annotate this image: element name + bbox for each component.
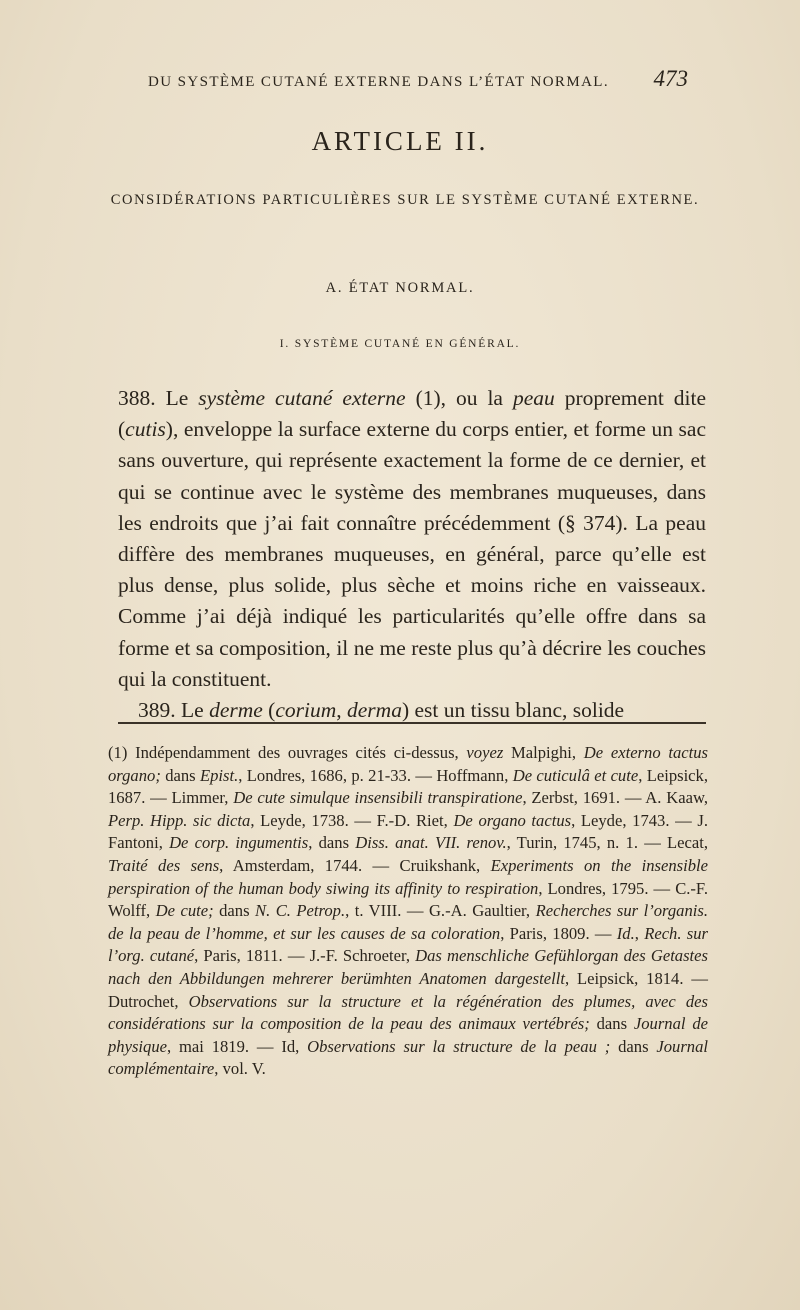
footnote-marker: (1) [108, 743, 128, 762]
italic-term: derma [347, 698, 402, 723]
footnote-italic-run: Traité des sens [108, 855, 220, 875]
footnote-text-run: , Paris, 1811. — J.-F. Schroeter, [194, 946, 416, 966]
italic-term: cutis [125, 417, 166, 442]
footnote-italic-run: Id. [616, 923, 635, 943]
footnote-text-run: , Amsterdam, 1744. — Cruikshank, [219, 855, 491, 875]
subsection-title: A. ÉTAT NORMAL. [325, 280, 475, 296]
text-run: (1), ou la [405, 386, 513, 410]
footnote-text-run: dans [213, 901, 256, 921]
footnote-text-run: , Leyde, 1738. — F.-D. Riet, [250, 810, 454, 830]
subsubsection-title: I. SYSTÈME CUTANÉ EN GÉNÉRAL. [279, 338, 521, 350]
footnote-text-run: , Londres, 1686, p. 21-33. — Hoffmann, [238, 765, 513, 785]
text-run: ), enveloppe la surface externe du corps entier, et forme un sac sans ouverture, qui représente exactement la forme de ce dernier, et qui se continue avec le système des membranes muqueuses, dans les endroits que j’ai fait connaître précédemment (§ 374). La peau diffère des membranes muqueuses, en général, parce qu’elle est plus dense, plus solide, plus sèche et moins riche en vaisseaux. Comme j’ai déjà indiqué les particularités qu’elle offre dans sa forme et sa composition, il ne me reste plus qu’à décrire les couches qui la constituent. [118, 417, 706, 691]
text-run: Le [155, 386, 199, 410]
paragraph-number: 388. [118, 386, 156, 410]
footnote-text-run: , dans [308, 833, 356, 853]
footnote-rule [118, 722, 706, 724]
footnote-text-run: , mai 1819. — Id, [167, 1036, 308, 1056]
paragraph-number: 389. [138, 698, 176, 723]
text-run: ) est un tissu blanc, solide [401, 698, 625, 723]
footnote-text-run: , Londres, 1795. — C.-F. Wolff, [108, 878, 708, 921]
footnote-text-run: , Leipsick, 1687. — Limmer, [108, 765, 708, 808]
footnote-italic-run: Das menschliche Gefühlorgan des Getastes nach den Abbildungen mehrerer berümhten Anatomen dargestellt [108, 946, 708, 988]
footnote-italic-run: De cute; [155, 901, 214, 921]
footnote [108, 742, 708, 1081]
footnote-text-run: dans [610, 1036, 657, 1056]
paragraph-388 [118, 383, 706, 695]
footnote-text [108, 742, 708, 1081]
page-number: 473 [653, 66, 688, 91]
italic-term: corium [275, 698, 337, 723]
footnote-text-run: dans [589, 1014, 634, 1034]
footnote-text-run: dans [160, 765, 200, 785]
footnote-italic-run: De externo tactus organo; [108, 743, 708, 785]
footnote-text-run: , Zerbst, 1691. — A. Kaaw, [522, 788, 708, 808]
text-run: proprement dite ( [118, 386, 707, 442]
footnote-text-run: , Leyde, 1743. — J. Fantoni, [108, 810, 708, 853]
footnote-text-run: , Leipsick, 1814. — Dutrochet, [108, 968, 708, 1011]
article-title: ARTICLE II. [311, 126, 489, 156]
footnote-text-run: , [634, 923, 645, 943]
footnote-text-run: Malpighi, [503, 743, 584, 762]
text-run: ( [262, 698, 276, 723]
footnote-italic-run: Observations sur la structure de la peau ; [307, 1036, 611, 1056]
running-title: DU SYSTÈME CUTANÉ EXTERNE DANS L’ÉTAT NORMAL. [148, 74, 610, 90]
footnote-text-run: Indépendamment des ouvrages cités ci-dessus, [127, 743, 467, 762]
footnote-text-run: , t. VIII. — G.-A. Gaultier, [345, 901, 536, 921]
main-text [118, 383, 706, 726]
footnote-italic-run: De cute simulque insensibili transpiratione [233, 788, 523, 808]
footnote-italic-run: Observations sur la structure et la régénération des plumes, avec des considérations sur la composition de la peau des animaux vertébrés; [108, 991, 708, 1034]
footnote-italic-run: voyez [466, 743, 504, 762]
footnote-italic-run: Experiments on the insensible perspiration of the human body siwing its affinity to respiration [108, 855, 708, 898]
text-run: Le [175, 698, 210, 723]
footnote-italic-run: De corp. ingumentis [169, 833, 309, 853]
footnote-text-run: , Paris, 1809. — [500, 923, 617, 943]
footnote-italic-run: Journal complémentaire [108, 1036, 708, 1079]
section-title: CONSIDÉRATIONS PARTICULIÈRES SUR LE SYSTÈME CUTANÉ EXTERNE. [110, 192, 700, 208]
footnote-italic-run: De cuticulâ et cute [512, 765, 639, 785]
footnote-italic-run: Recherches sur l’organis. de la peau de l’homme, et sur les causes de sa coloration [108, 901, 708, 943]
footnote-italic-run: Epist. [200, 765, 239, 785]
running-head [148, 66, 688, 96]
footnote-italic-run: Perp. Hipp. sic dicta [108, 810, 251, 830]
footnote-italic-run: Journal de physique [108, 1014, 708, 1056]
footnote-italic-run: N. C. Petrop. [255, 901, 346, 921]
text-run: , [336, 698, 348, 723]
italic-term: système cutané externe [198, 386, 406, 410]
italic-term: derme [209, 698, 263, 723]
footnote-italic-run: Diss. anat. VII. renov. [355, 833, 507, 853]
italic-term: peau [512, 386, 555, 410]
footnote-italic-run: Rech. sur l’org. cutané [108, 923, 708, 966]
footnote-italic-run: De organo tactus [453, 810, 572, 830]
footnote-text-run: , vol. V. [214, 1059, 266, 1079]
footnote-text-run: , Turin, 1745, n. 1. — Lecat, [506, 833, 708, 853]
